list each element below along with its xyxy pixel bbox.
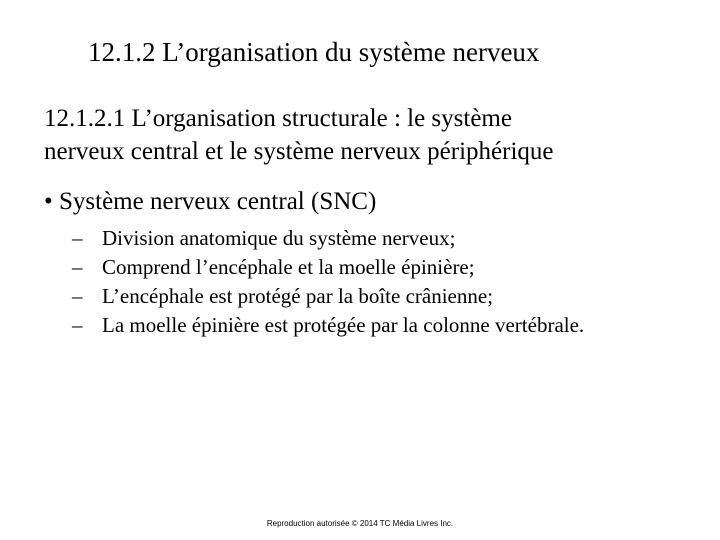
copyright-footer: Reproduction autorisée © 2014 TC Média Livres Inc. — [266, 519, 454, 528]
list-item — [72, 224, 584, 253]
list-item-text: Division anatomique du système nerveux; — [102, 226, 456, 250]
main-bullet: • Système nerveux central (SNC) — [44, 188, 377, 215]
list-item — [72, 282, 584, 311]
dash-marker: – — [72, 284, 83, 308]
slide-title: 12.1.2 L’organisation du système nerveux — [88, 37, 540, 67]
dash-marker: – — [72, 313, 83, 337]
dash-marker: – — [72, 255, 83, 279]
list-item-text: L’encéphale est protégé par la boîte crânienne; — [102, 284, 494, 308]
section-heading — [44, 102, 704, 168]
list-item-text: Comprend l’encéphale et la moelle épinière; — [102, 255, 475, 279]
section-heading-line-2: nerveux central et le système nerveux périphérique — [44, 138, 554, 165]
list-item — [72, 311, 584, 340]
sub-bullet-list — [72, 224, 584, 340]
section-heading-line-1: 12.1.2.1 L’organisation structurale : le système — [44, 105, 512, 132]
dash-marker: – — [72, 226, 83, 250]
list-item-text: La moelle épinière est protégée par la colonne vertébrale. — [102, 313, 585, 337]
list-item — [72, 253, 584, 282]
